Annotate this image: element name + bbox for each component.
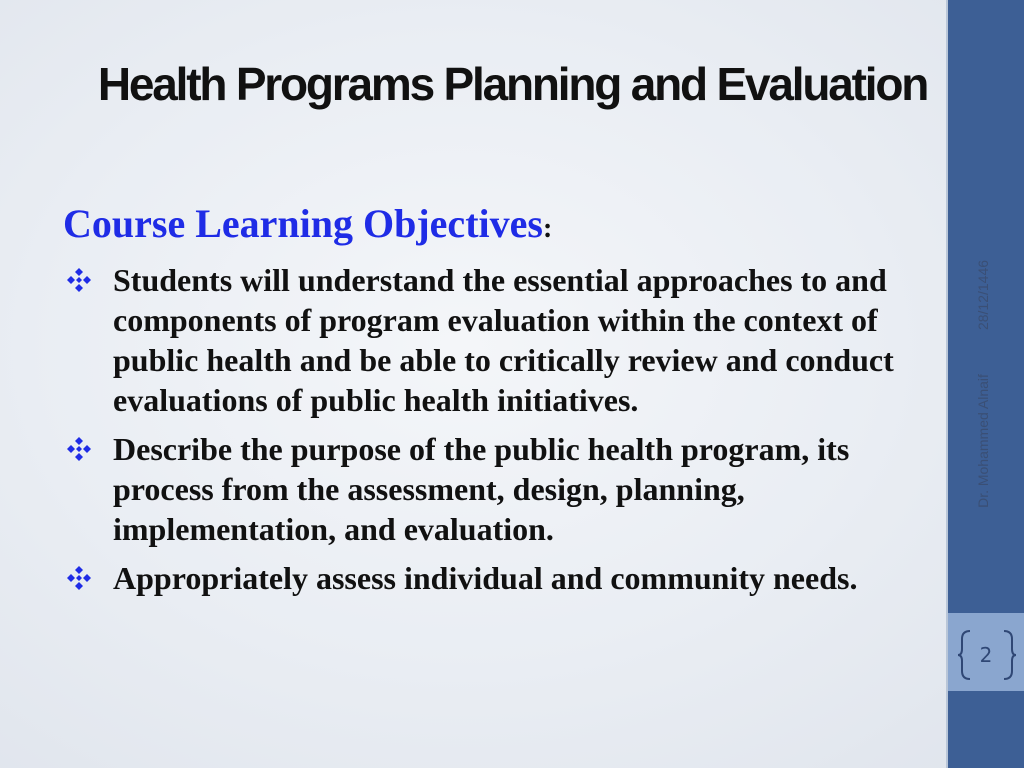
objectives-heading-colon: : — [542, 213, 553, 244]
slide-date: 28/12/1446 — [975, 259, 991, 331]
objectives-heading-text: Course Learning Objectives — [63, 201, 543, 246]
objectives-list — [64, 260, 944, 607]
slide-title: Health Programs Planning and Evaluation — [97, 58, 928, 110]
page-number: 2 — [979, 643, 993, 667]
objective-text: Describe the purpose of the public health program, its process from the assessment, design, planning, implementation, and evaluation. — [113, 431, 850, 547]
objective-text: Appropriately assess individual and community needs. — [113, 560, 858, 596]
objectives-heading — [63, 200, 552, 253]
objective-text: Students will understand the essential approaches to and components of program evaluation within the context of public health and be able to critically review and conduct evaluations of public health initiatives. — [113, 262, 894, 418]
four-diamond-bullet-icon — [66, 565, 92, 591]
slide-author: Dr. Mohammed Alnaif — [975, 374, 991, 508]
objective-item — [64, 429, 944, 549]
objective-item — [64, 558, 944, 598]
four-diamond-bullet-icon — [66, 267, 92, 293]
four-diamond-bullet-icon — [66, 436, 92, 462]
objective-item — [64, 260, 944, 420]
